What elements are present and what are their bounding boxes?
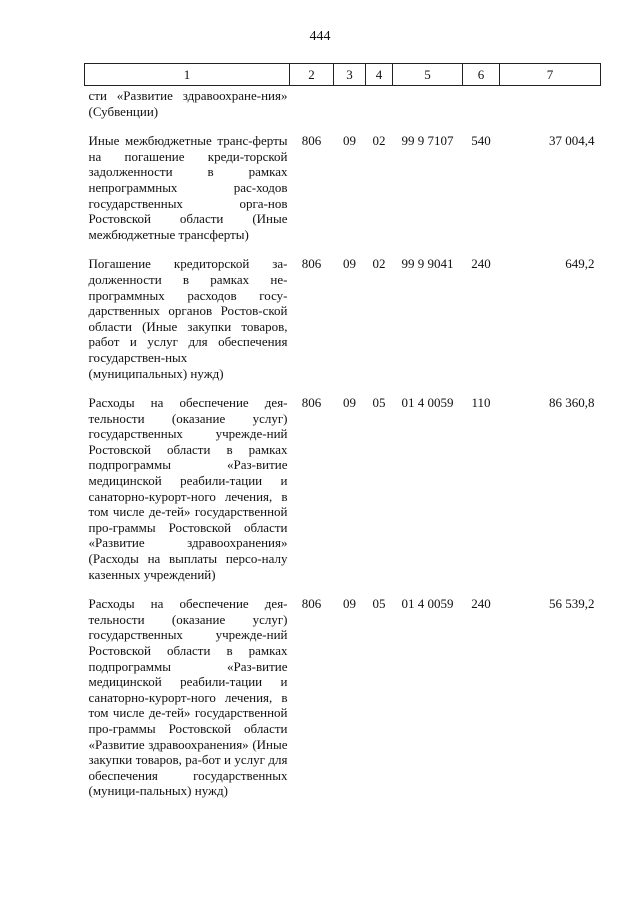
row-description: Иные межбюджетные транс-ферты на погашение креди-торской задолженности в рамках непрограммных рас-ходов государственных орга-нов Ростовской области (Иные межбюджетные трансферты) — [88, 133, 288, 242]
row-code-ministry: 806 — [301, 133, 322, 149]
row-code-target: 01 4 0059 — [401, 395, 454, 411]
row-code-subsection: 05 — [372, 395, 386, 411]
page-number: 444 — [309, 29, 331, 44]
header-col-6: 6 — [463, 64, 500, 86]
table-row-continuation — [85, 86, 601, 128]
header-col-3: 3 — [334, 64, 366, 86]
table-row — [85, 250, 601, 389]
row-code-section: 09 — [343, 256, 356, 272]
row-amount: 649,2 — [565, 256, 595, 272]
header-col-5: 5 — [393, 64, 463, 86]
row-code-expense-type: 540 — [471, 133, 491, 149]
row-code-expense-type: 240 — [471, 256, 491, 272]
header-col-7: 7 — [500, 64, 601, 86]
budget-table — [84, 63, 601, 807]
row-code-subsection: 05 — [372, 596, 386, 612]
table-row — [85, 127, 601, 250]
row-code-expense-type: 110 — [471, 395, 491, 411]
row-code-subsection: 02 — [372, 256, 386, 272]
row-code-ministry: 806 — [301, 395, 322, 411]
table-row — [85, 389, 601, 590]
row-code-section: 09 — [343, 596, 356, 612]
header-col-4: 4 — [366, 64, 393, 86]
row-code-ministry: 806 — [301, 256, 322, 272]
row-amount: 86 360,8 — [549, 395, 595, 411]
table-header-row — [85, 64, 601, 86]
row-amount: 37 004,4 — [549, 133, 595, 149]
row-code-ministry: 806 — [301, 596, 322, 612]
table-row — [85, 590, 601, 807]
header-col-1: 1 — [85, 64, 290, 86]
row-code-section: 09 — [343, 133, 356, 149]
row-description: Расходы на обеспечение дея-тельности (оказание услуг) государственных учрежде-ний Ростовской области в рамках подпрограммы «Раз-витие медицинской реабили-тации и санаторно-курорт-ного лечения, в том числе де-тей» государственной про-граммы Ростовской области «Развитие здравоохранения» (Иные закупки товаров, ра-бот и услуг для обеспечения государственных (муници-пальных) нужд) — [88, 596, 288, 799]
continuation-description: сти «Развитие здравоохране-ния» (Субвенции) — [88, 88, 288, 119]
header-col-2: 2 — [290, 64, 334, 86]
row-code-target: 99 9 7107 — [401, 133, 454, 149]
row-description: Погашение кредиторской за-долженности в рамках не-программных расходов госу-дарственных органов Ростов-ской области (Иные закупки товаров, работ и услуг для обеспечения государствен-ных (муниципальных) нужд) — [88, 256, 288, 381]
row-code-target: 99 9 9041 — [401, 256, 454, 272]
row-description: Расходы на обеспечение дея-тельности (оказание услуг) государственных учрежде-ний Ростовской области в рамках подпрограммы «Раз-витие медицинской реабили-тации и санаторно-курорт-ного лечения, в том числе де-тей» государственной про-граммы Ростовской области «Развитие здравоохранения» (Расходы на выплаты персо-налу казенных учреждений) — [88, 395, 288, 582]
row-code-section: 09 — [343, 395, 356, 411]
row-code-target: 01 4 0059 — [401, 596, 454, 612]
row-amount: 56 539,2 — [549, 596, 595, 612]
row-code-expense-type: 240 — [471, 596, 491, 612]
row-code-subsection: 02 — [372, 133, 386, 149]
